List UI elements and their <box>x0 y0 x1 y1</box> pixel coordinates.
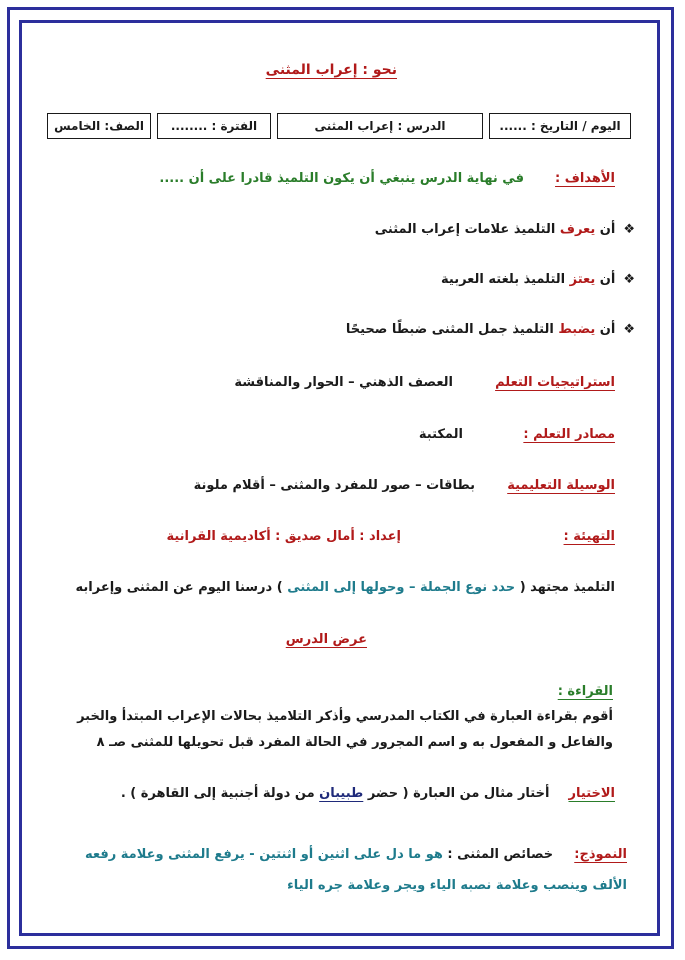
lesson-header-table <box>41 113 631 141</box>
warmup-label: التهيئة : <box>563 529 615 544</box>
selection-label: الاختيار <box>568 786 615 801</box>
reading-line-1: أقوم بقراءة العبارة في الكتاب المدرسي وأذكر التلاميذ بحالات الإعراب المبتدأ والخبر <box>77 709 613 724</box>
selection-row: الاختيار أختار مثال من العبارة ( حضر طبيبان من دولة أجنبية إلى القاهرة ) . <box>120 786 615 801</box>
objectives-intro: في نهاية الدرس ينبغي أن يكون التلميذ قادرا على أن ..... <box>159 171 524 186</box>
aids-value: بطاقات – صور للمفرد والمثنى – أقلام ملونة <box>193 478 475 493</box>
objective-verb: يضبط <box>558 322 596 337</box>
model-row <box>85 847 627 862</box>
header-day-date: اليوم / التاريخ : ...... <box>489 113 631 139</box>
objectives-label: الأهداف : <box>555 171 615 186</box>
objective-item-2: ❖أن يعتز التلميذ بلغته العربية <box>441 272 635 287</box>
warmup-highlight: حدد نوع الجملة – وحولها إلى المثنى <box>287 580 516 595</box>
warmup-text: التلميذ مجتهد ( حدد نوع الجملة – وحولها إلى المثنى ) درسنا اليوم عن المثنى وإعرابه <box>75 580 615 595</box>
model-label: النموذج: <box>574 847 627 862</box>
model-pre: خصائص المثنى : <box>442 847 554 862</box>
objective-verb: يعرف <box>559 222 596 237</box>
objectives-row <box>159 171 615 186</box>
reading-label: القراءة : <box>557 684 613 699</box>
diamond-bullet-icon: ❖ <box>623 272 635 287</box>
objective-verb: يعتز <box>569 272 596 287</box>
header-grade: الصف: الخامس <box>47 113 151 139</box>
header-lesson: الدرس : إعراب المثنى <box>277 113 483 139</box>
selection-word: طبيبان <box>319 786 364 801</box>
page-title: نحو : إعراب المثنى <box>265 62 397 78</box>
sources-label: مصادر التعلم : <box>523 427 615 442</box>
model-rest: هو ما دل على اثنين أو اثنتين - يرفع المثنى وعلامة رفعه <box>85 847 443 862</box>
diamond-bullet-icon: ❖ <box>623 322 635 337</box>
diamond-bullet-icon: ❖ <box>623 222 635 237</box>
sources-value: المكتبة <box>418 427 463 442</box>
objective-item-3: ❖أن يضبط التلميذ جمل المثنى ضبطًا صحيحًا <box>345 322 635 337</box>
strategies-label: استراتيجيات التعلم <box>495 375 615 390</box>
objective-item-1: ❖أن يعرف التلميذ علامات إعراب المثنى <box>374 222 635 237</box>
lesson-display-heading: عرض الدرس <box>285 632 367 647</box>
header-period: الفترة : ........ <box>157 113 271 139</box>
reading-line-2: والفاعل و المفعول به و اسم المجرور في الحالة المفرد قبل تحويلها للمثنى صـ ٨ <box>96 735 613 750</box>
warmup-author: إعداد : أمال صديق : أكاديمية القرانية <box>166 529 401 544</box>
model-line-2: الألف وينصب وعلامة نصبه الياء ويجر وعلامة جره الياء <box>287 878 627 893</box>
strategies-value: العصف الذهني – الحوار والمناقشة <box>234 375 453 390</box>
aids-label: الوسيلة التعليمية <box>507 478 615 493</box>
